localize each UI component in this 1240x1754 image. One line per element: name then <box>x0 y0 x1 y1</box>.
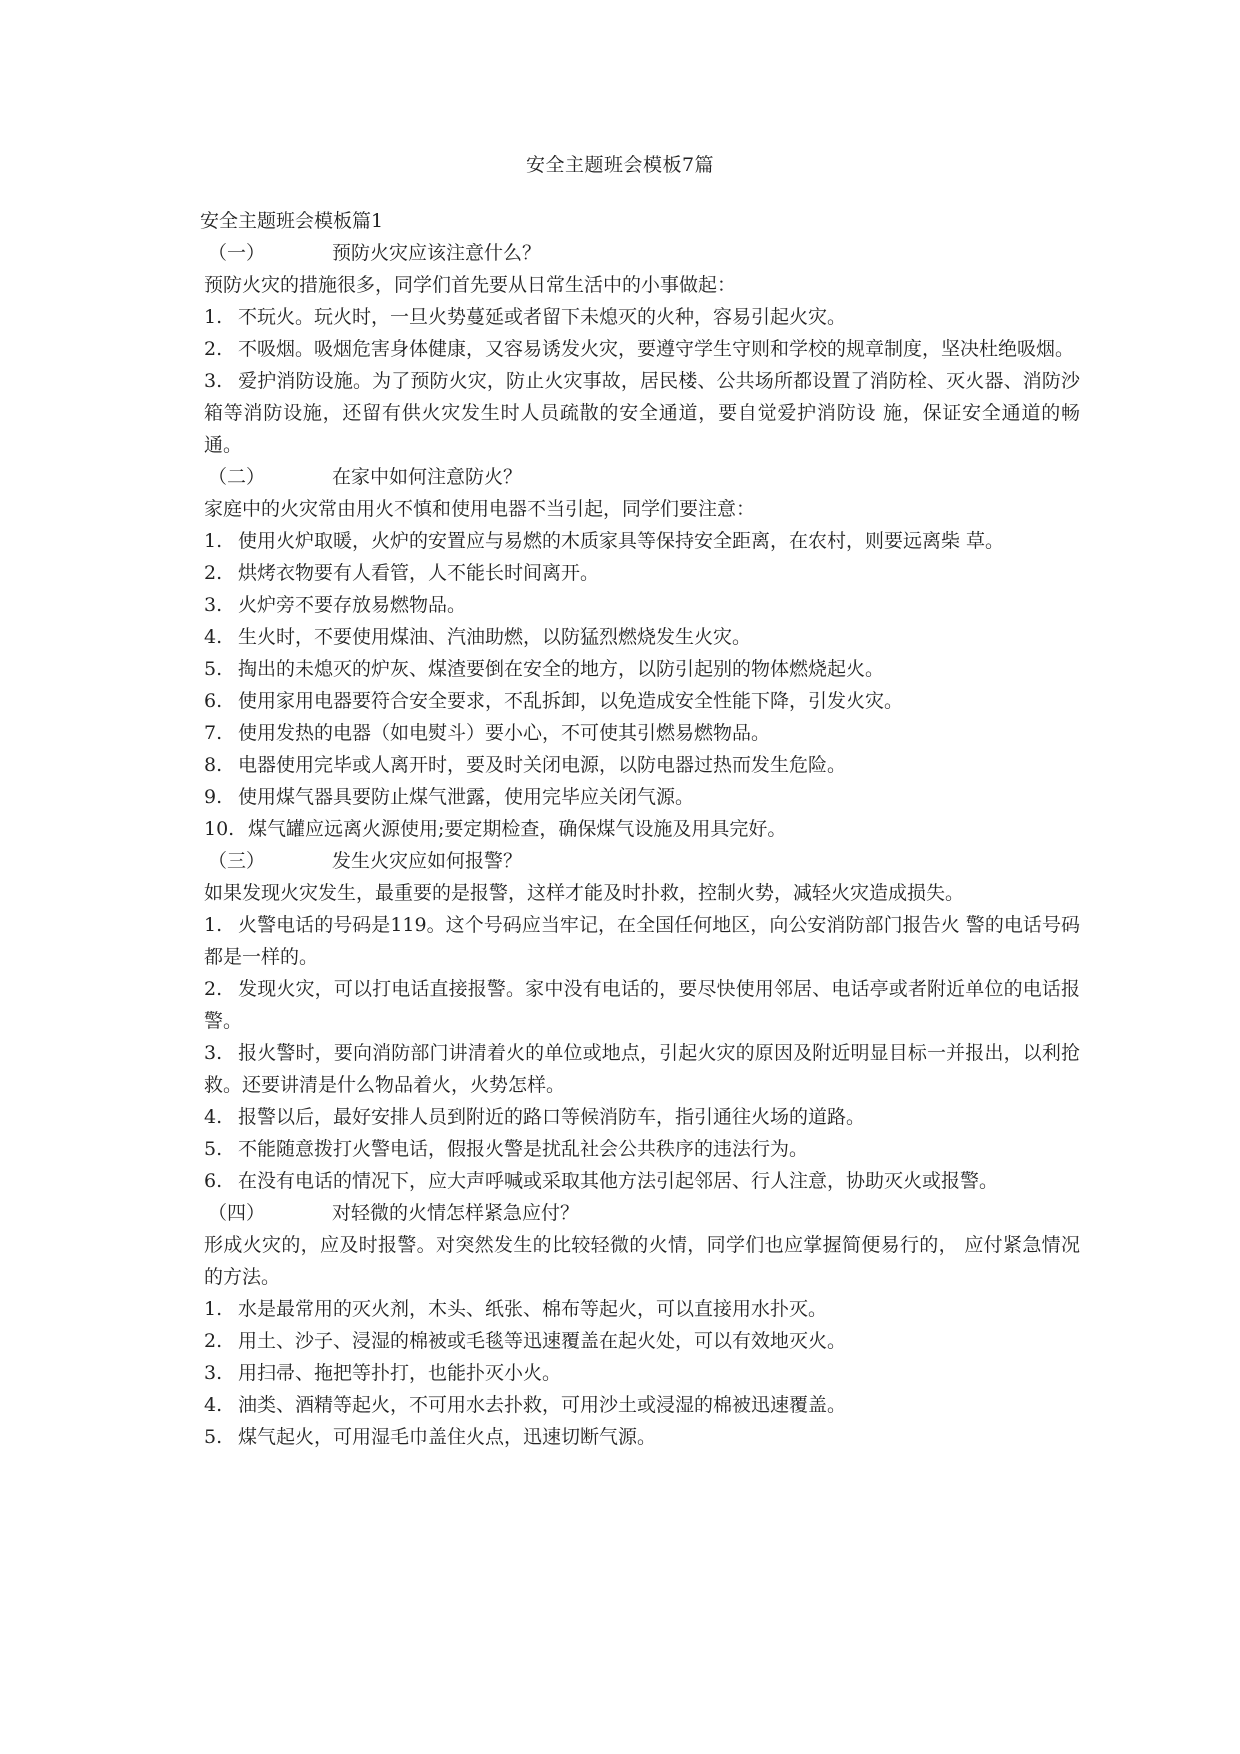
list-item: 4. 报警以后，最好安排人员到附近的路口等候消防车，指引通往火场的道路。 <box>204 1106 866 1128</box>
section-heading <box>200 461 1080 493</box>
section-heading <box>200 1197 1080 1229</box>
section-number: （三） <box>208 850 266 872</box>
section-intro: 预防火灾的措施很多，同学们首先要从日常生活中的小事做起： <box>204 274 737 296</box>
list-item: 5. 不能随意拨打火警电话，假报火警是扰乱社会公共秩序的违法行为。 <box>204 1138 809 1160</box>
list-item: 6. 使用家用电器要符合安全要求，不乱拆卸，以免造成安全性能下降，引发火灾。 <box>204 690 904 712</box>
section-intro: 家庭中的火灾常由用火不慎和使用电器不当引起，同学们要注意： <box>204 498 756 520</box>
list-item: 6. 在没有电话的情况下，应大声呼喊或采取其他方法引起邻居、行人注意，协助灭火或报警。 <box>204 1170 999 1192</box>
section-number: （四） <box>208 1202 266 1224</box>
list-item: 9. 使用煤气器具要防止煤气泄露，使用完毕应关闭气源。 <box>204 786 695 808</box>
list-item: 5. 掏出的未熄灭的炉灰、煤渣要倒在安全的地方，以防引起别的物体燃烧起火。 <box>204 658 885 680</box>
list-item: 2. 发现火灾，可以打电话直接报警。家中没有电话的，要尽快使用邻居、电话亭或者附近单位的电话报警。 <box>204 978 1080 1032</box>
section-title: 在家中如何注意防火？ <box>332 466 523 488</box>
list-item: 3. 报火警时，要向消防部门讲清着火的单位或地点，引起火灾的原因及附近明显目标一并报出，以利抢救。还要讲清是什么物品着火，火势怎样。 <box>204 1042 1080 1096</box>
article-subtitle: 安全主题班会模板篇1 <box>200 210 384 232</box>
list-item: 2. 不吸烟。吸烟危害身体健康，又容易诱发火灾，要遵守学生守则和学校的规章制度，坚决杜绝吸烟。 <box>204 338 1075 360</box>
section-number: （一） <box>208 242 266 264</box>
section-intro: 如果发现火灾发生，最重要的是报警，这样才能及时扑救，控制火势，减轻火灾造成损失。 <box>204 882 965 904</box>
list-item: 2. 用土、沙子、浸湿的棉被或毛毯等迅速覆盖在起火处，可以有效地灭火。 <box>204 1330 847 1352</box>
list-item: 5. 煤气起火，可用湿毛巾盖住火点，迅速切断气源。 <box>204 1426 657 1448</box>
section-number: （二） <box>208 466 266 488</box>
section-title: 发生火灾应如何报警？ <box>332 850 523 872</box>
list-item: 1. 火警电话的号码是119。这个号码应当牢记，在全国任何地区，向公安消防部门报告火 警的电话号码都是一样的。 <box>204 914 1080 968</box>
list-item: 2. 烘烤衣物要有人看管，人不能长时间离开。 <box>204 562 600 584</box>
section-heading <box>200 237 1080 269</box>
document-body <box>200 205 1080 1453</box>
section-1 <box>200 237 1080 461</box>
list-item: 3. 火炉旁不要存放易燃物品。 <box>204 594 467 616</box>
section-2 <box>200 461 1080 845</box>
list-item: 1. 使用火炉取暖，火炉的安置应与易燃的木质家具等保持安全距离，在农村，则要远离柴 草。 <box>204 530 1005 552</box>
list-item: 10. 煤气罐应远离火源使用;要定期检查，确保煤气设施及用具完好。 <box>204 818 787 840</box>
document-title: 安全主题班会模板7篇 <box>525 154 715 176</box>
section-title: 对轻微的火情怎样紧急应付？ <box>332 1202 580 1224</box>
list-item: 1. 水是最常用的灭火剂，木头、纸张、棉布等起火，可以直接用水扑灭。 <box>204 1298 828 1320</box>
section-4 <box>200 1197 1080 1453</box>
list-item: 4. 油类、酒精等起火，不可用水去扑救，可用沙土或浸湿的棉被迅速覆盖。 <box>204 1394 847 1416</box>
section-title: 预防火灾应该注意什么？ <box>332 242 542 264</box>
list-item: 8. 电器使用完毕或人离开时，要及时关闭电源，以防电器过热而发生危险。 <box>204 754 847 776</box>
list-item: 3. 用扫帚、拖把等扑打，也能扑灭小火。 <box>204 1362 562 1384</box>
section-intro: 形成火灾的，应及时报警。对突然发生的比较轻微的火情，同学们也应掌握简便易行的， 应付紧急情况的方法。 <box>204 1234 1080 1288</box>
list-item: 3. 爱护消防设施。为了预防火灾，防止火灾事故，居民楼、公共场所都设置了消防栓、灭火器、消防沙箱等消防设施，还留有供火灾发生时人员疏散的安全通道，要自觉爱护消防设 施，保证安全通道的畅通。 <box>204 370 1080 456</box>
list-item: 7. 使用发热的电器（如电熨斗）要小心，不可使其引燃易燃物品。 <box>204 722 771 744</box>
section-heading <box>200 845 1080 877</box>
list-item: 1. 不玩火。玩火时，一旦火势蔓延或者留下未熄灭的火种，容易引起火灾。 <box>204 306 847 328</box>
list-item: 4. 生火时，不要使用煤油、汽油助燃，以防猛烈燃烧发生火灾。 <box>204 626 752 648</box>
section-3 <box>200 845 1080 1197</box>
